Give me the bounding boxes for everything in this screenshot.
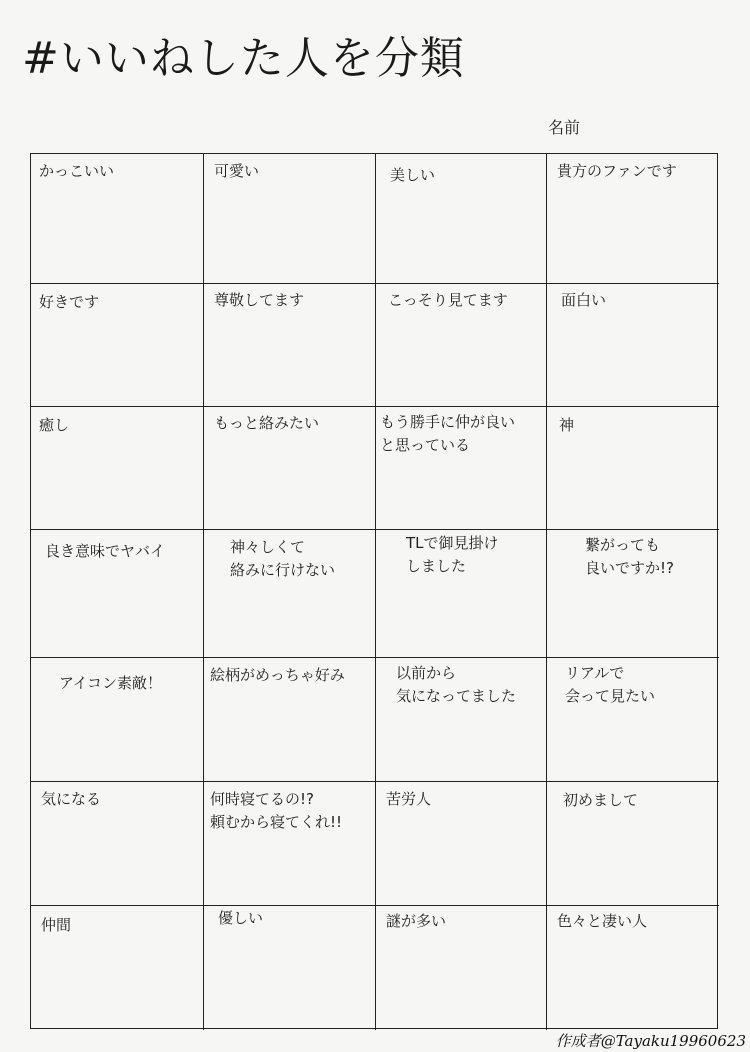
grid-cell bbox=[204, 284, 376, 407]
cell-label: 良き意味でヤバイ bbox=[45, 542, 166, 560]
cell-label: かっこいい bbox=[39, 162, 115, 180]
cell-label: 苦労人 bbox=[386, 790, 432, 808]
cell-label: もう勝手に仲が良い と思っている bbox=[380, 413, 516, 454]
grid-cell bbox=[204, 530, 376, 658]
grid-cell bbox=[376, 658, 547, 782]
grid-cell bbox=[547, 284, 719, 407]
grid-cell bbox=[376, 782, 547, 906]
grid-cell bbox=[547, 658, 719, 782]
grid-cell bbox=[547, 782, 719, 906]
author-signature: 作成者@Tayaku19960623 bbox=[555, 1032, 746, 1050]
cell-label: 優しい bbox=[218, 909, 264, 927]
cell-label: 色々と凄い人 bbox=[557, 912, 648, 930]
grid-cell bbox=[31, 530, 204, 658]
grid-cell bbox=[31, 782, 204, 906]
page-title: #いいねした人を分類 bbox=[22, 33, 465, 84]
cell-label: TLで御見掛け しました bbox=[406, 534, 499, 575]
cell-label: 仲間 bbox=[41, 916, 72, 934]
cell-label: 癒し bbox=[39, 416, 70, 434]
grid-cell bbox=[376, 284, 547, 407]
cell-label: もっと絡みたい bbox=[214, 414, 320, 432]
name-label: 名前 bbox=[548, 118, 581, 137]
cell-label: 繋がっても 良いですか!? bbox=[585, 536, 674, 577]
cell-label: 絵柄がめっちゃ好み bbox=[210, 666, 345, 684]
grid-cell bbox=[31, 658, 204, 782]
grid-cell bbox=[31, 407, 204, 530]
cell-label: 尊敬してます bbox=[214, 291, 305, 309]
category-grid bbox=[30, 153, 718, 1029]
grid-cell bbox=[204, 906, 376, 1030]
grid-cell bbox=[547, 530, 719, 658]
grid-cell bbox=[547, 906, 719, 1030]
cell-label: 以前から 気になってました bbox=[396, 664, 517, 705]
cell-label: 貴方のファンです bbox=[557, 162, 677, 180]
cell-label: リアルで 会って見たい bbox=[565, 664, 656, 705]
grid-cell bbox=[204, 154, 376, 284]
cell-label: こっそり見てます bbox=[388, 291, 508, 309]
cell-label: 何時寝てるの!? 頼むから寝てくれ!! bbox=[210, 790, 343, 831]
cell-label: 可愛い bbox=[214, 162, 260, 180]
cell-label: 神 bbox=[559, 416, 575, 434]
cell-label: アイコン素敵！ bbox=[59, 674, 163, 692]
cell-label: 神々しくて 絡みに行けない bbox=[230, 538, 336, 579]
grid-cell bbox=[547, 407, 719, 530]
grid-cell bbox=[376, 530, 547, 658]
grid-cell bbox=[204, 658, 376, 782]
cell-label: 好きです bbox=[39, 293, 100, 311]
grid-cell bbox=[547, 154, 719, 284]
grid-cell bbox=[31, 154, 204, 284]
grid-cell bbox=[31, 906, 204, 1030]
grid-cell bbox=[376, 407, 547, 530]
grid-cell bbox=[204, 782, 376, 906]
cell-label: 謎が多い bbox=[386, 912, 447, 930]
grid-cell bbox=[376, 906, 547, 1030]
cell-label: 初めまして bbox=[563, 791, 639, 809]
grid-cell bbox=[376, 154, 547, 284]
grid-cell bbox=[31, 284, 204, 407]
cell-label: 美しい bbox=[390, 166, 436, 184]
grid-cell bbox=[204, 407, 376, 530]
cell-label: 面白い bbox=[561, 291, 607, 309]
cell-label: 気になる bbox=[41, 790, 102, 808]
